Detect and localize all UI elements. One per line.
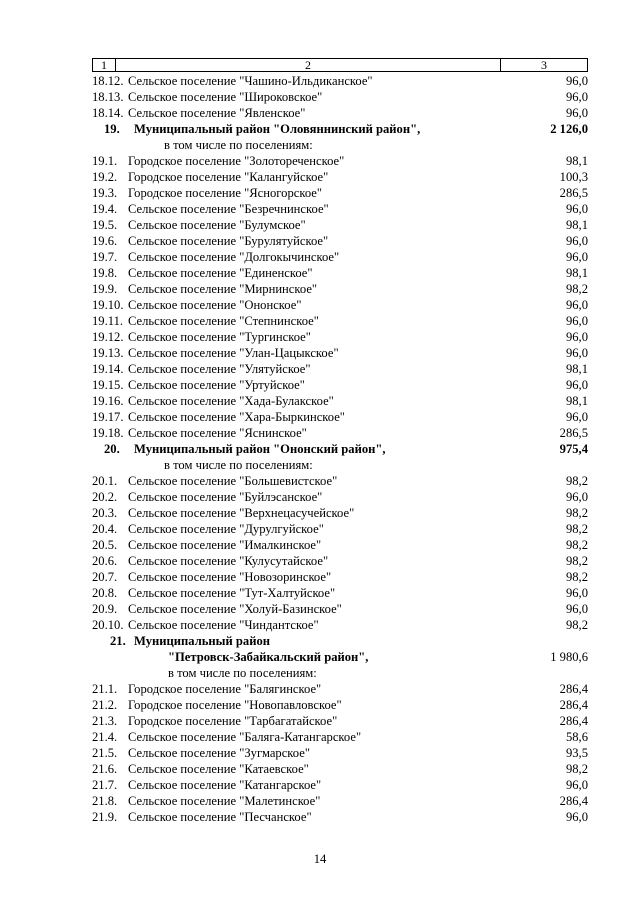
table-row: [92, 553, 588, 569]
row-value: 286,4: [559, 698, 588, 712]
row-number: 19.15.: [92, 378, 124, 392]
row-number: 20.: [104, 442, 120, 456]
row-name: Сельское поселение "Тургинское": [128, 330, 311, 344]
row-value: 975,4: [559, 442, 588, 456]
table-row: [92, 505, 588, 521]
row-name: Муниципальный район "Оловяннинский район",: [134, 122, 421, 136]
table-row: [92, 121, 588, 137]
row-number: 21.9.: [92, 810, 118, 824]
row-number: 20.3.: [92, 506, 118, 520]
table-row: [92, 249, 588, 265]
table-row: [92, 537, 588, 553]
table-row: [92, 217, 588, 233]
row-number: 19.7.: [92, 250, 118, 264]
row-name: Сельское поселение "Улятуйское": [128, 362, 311, 376]
row-number: 19.10.: [92, 298, 124, 312]
row-value: 58,6: [565, 730, 588, 744]
row-value: 96,0: [565, 586, 588, 600]
table-row: [92, 89, 588, 105]
table-row: [92, 697, 588, 713]
row-value: 98,1: [565, 362, 588, 376]
row-name: Сельское поселение "Степнинское": [128, 314, 319, 328]
row-name: Сельское поселение "Чиндантское": [128, 618, 319, 632]
row-value: 286,5: [559, 186, 588, 200]
row-name: Сельское поселение "Булумское": [128, 218, 306, 232]
row-name: Сельское поселение "Хара-Быркинское": [128, 410, 345, 424]
table-row: [92, 713, 588, 729]
table-header: [92, 58, 588, 72]
row-value: 96,0: [565, 346, 588, 360]
table-row: [92, 809, 588, 825]
row-value: 96,0: [565, 74, 588, 88]
table-row: [92, 473, 588, 489]
row-value: 286,5: [559, 426, 588, 440]
row-value: 96,0: [565, 378, 588, 392]
row-value: 96,0: [565, 490, 588, 504]
row-number: 20.1.: [92, 474, 118, 488]
row-value: 1 980,6: [550, 650, 588, 664]
table-row: [92, 329, 588, 345]
row-value: 96,0: [565, 314, 588, 328]
row-number: 21.5.: [92, 746, 118, 760]
row-value: 98,2: [565, 522, 588, 536]
row-name: Сельское поселение "Зугмарское": [128, 746, 310, 760]
row-number: 19.16.: [92, 394, 124, 408]
row-number: 21.7.: [92, 778, 118, 792]
header-col-2: 2: [116, 59, 501, 71]
row-value: 96,0: [565, 234, 588, 248]
row-value: 286,4: [559, 794, 588, 808]
row-name: Сельское поселение "Дурулгуйское": [128, 522, 324, 536]
row-name: Сельское поселение "Мирнинское": [128, 282, 318, 296]
table-row: [92, 281, 588, 297]
table-row: [92, 185, 588, 201]
table-row: [92, 73, 588, 89]
row-value: 98,2: [565, 282, 588, 296]
row-number: 19.1.: [92, 154, 118, 168]
row-number: 19.14.: [92, 362, 124, 376]
row-name: Сельское поселение "Новозоринское": [128, 570, 332, 584]
row-number: 19.8.: [92, 266, 118, 280]
row-number: 20.8.: [92, 586, 118, 600]
row-name: Сельское поселение "Чашино-Ильдиканское": [128, 74, 373, 88]
table-row: [92, 649, 588, 665]
row-name: Сельское поселение "Единенское": [128, 266, 313, 280]
table-row: [92, 457, 588, 473]
row-value: 96,0: [565, 602, 588, 616]
row-number: 21.2.: [92, 698, 118, 712]
row-value: 98,2: [565, 554, 588, 568]
row-name: Сельское поселение "Ононское": [128, 298, 302, 312]
row-number: 19.5.: [92, 218, 118, 232]
row-name: Сельское поселение "Улан-Цацыкское": [128, 346, 339, 360]
row-number: 20.5.: [92, 538, 118, 552]
row-value: 96,0: [565, 330, 588, 344]
table-row: [92, 377, 588, 393]
table-row: [92, 105, 588, 121]
table-row: [92, 361, 588, 377]
row-number: 21.8.: [92, 794, 118, 808]
row-value: 93,5: [565, 746, 588, 760]
row-number: 19.: [104, 122, 120, 136]
header-col-1: 1: [93, 59, 116, 71]
row-value: 98,1: [565, 266, 588, 280]
row-name: Муниципальный район "Ононский район",: [134, 442, 386, 456]
row-name: Сельское поселение "Холуй-Базинское": [128, 602, 342, 616]
row-number: 20.7.: [92, 570, 118, 584]
table-row: [92, 793, 588, 809]
row-value: 96,0: [565, 250, 588, 264]
table-row: [92, 729, 588, 745]
table-row: [92, 137, 588, 153]
page-number: 14: [313, 852, 327, 866]
row-value: 286,4: [559, 714, 588, 728]
row-number: 20.10.: [92, 618, 124, 632]
table-row: [92, 745, 588, 761]
row-name: Городское поселение "Новопавловское": [128, 698, 342, 712]
row-number: 21.3.: [92, 714, 118, 728]
row-number: 20.4.: [92, 522, 118, 536]
table-row: [92, 761, 588, 777]
table-row: [92, 569, 588, 585]
row-name: Сельское поселение "Уртуйское": [128, 378, 305, 392]
row-value: 98,2: [565, 538, 588, 552]
row-name: Сельское поселение "Бурулятуйское": [128, 234, 329, 248]
table-row: [92, 169, 588, 185]
row-value: 96,0: [565, 202, 588, 216]
table-body: [92, 73, 588, 825]
table-row: [92, 233, 588, 249]
row-name: Сельское поселение "Малетинское": [128, 794, 321, 808]
row-number: 19.12.: [92, 330, 124, 344]
table-row: [92, 585, 588, 601]
table-row: [92, 409, 588, 425]
row-number: 19.9.: [92, 282, 118, 296]
row-name: Сельское поселение "Ималкинское": [128, 538, 322, 552]
row-number: 19.13.: [92, 346, 124, 360]
row-number: 21.4.: [92, 730, 118, 744]
row-value: 98,2: [565, 618, 588, 632]
table-row: [92, 601, 588, 617]
row-value: 96,0: [565, 410, 588, 424]
row-value: 98,2: [565, 570, 588, 584]
table-row: [92, 665, 588, 681]
row-name: Сельское поселение "Широковское": [128, 90, 323, 104]
table-row: [92, 297, 588, 313]
table-row: [92, 345, 588, 361]
row-name: Сельское поселение "Яснинское": [128, 426, 307, 440]
row-name: Сельское поселение "Катаевское": [128, 762, 309, 776]
table-row: [92, 425, 588, 441]
row-name: в том числе по поселениям:: [164, 458, 313, 472]
table-row: [92, 489, 588, 505]
row-name: Городское поселение "Балягинское": [128, 682, 322, 696]
row-name: Сельское поселение "Большевистское": [128, 474, 338, 488]
table-row: [92, 265, 588, 281]
row-name: Городское поселение "Ясногорское": [128, 186, 323, 200]
row-name: Сельское поселение "Баляга-Катангарское": [128, 730, 362, 744]
table-row: [92, 313, 588, 329]
row-number: 21.6.: [92, 762, 118, 776]
row-name: Сельское поселение "Буйлэсанское": [128, 490, 323, 504]
row-name: "Петровск-Забайкальский район",: [168, 650, 369, 664]
table-row: [92, 393, 588, 409]
row-number: 19.18.: [92, 426, 124, 440]
row-name: Сельское поселение "Песчанское": [128, 810, 312, 824]
row-name: Городское поселение "Золотореченское": [128, 154, 345, 168]
row-name: Городское поселение "Тарбагатайское": [128, 714, 338, 728]
row-number: 21.: [110, 634, 126, 648]
table-row: [92, 681, 588, 697]
row-name: Сельское поселение "Тут-Халтуйское": [128, 586, 336, 600]
row-value: 98,2: [565, 506, 588, 520]
row-value: 98,1: [565, 218, 588, 232]
row-value: 286,4: [559, 682, 588, 696]
row-value: 96,0: [565, 90, 588, 104]
row-number: 18.13.: [92, 90, 124, 104]
budget-table: [92, 58, 588, 825]
row-value: 96,0: [565, 778, 588, 792]
row-name: Муниципальный район: [134, 634, 271, 648]
row-number: 20.2.: [92, 490, 118, 504]
row-name: Сельское поселение "Хада-Булакское": [128, 394, 334, 408]
row-name: Сельское поселение "Долгокычинское": [128, 250, 340, 264]
row-name: Городское поселение "Калангуйское": [128, 170, 329, 184]
table-row: [92, 521, 588, 537]
row-name: в том числе по поселениям:: [164, 138, 313, 152]
row-value: 96,0: [565, 106, 588, 120]
row-number: 19.17.: [92, 410, 124, 424]
row-name: Сельское поселение "Безречнинское": [128, 202, 329, 216]
table-row: [92, 633, 588, 649]
row-value: 98,2: [565, 474, 588, 488]
row-number: 19.2.: [92, 170, 118, 184]
row-value: 2 126,0: [550, 122, 588, 136]
table-row: [92, 201, 588, 217]
row-number: 19.11.: [92, 314, 124, 328]
row-name: в том числе по поселениям:: [168, 666, 317, 680]
row-name: Сельское поселение "Катангарское": [128, 778, 322, 792]
table-row: [92, 441, 588, 457]
row-name: Сельское поселение "Явленское": [128, 106, 306, 120]
row-number: 19.6.: [92, 234, 118, 248]
row-number: 18.14.: [92, 106, 124, 120]
table-row: [92, 777, 588, 793]
row-number: 18.12.: [92, 74, 124, 88]
header-col-3: 3: [541, 58, 547, 72]
row-value: 100,3: [559, 170, 588, 184]
row-number: 19.4.: [92, 202, 118, 216]
row-value: 98,2: [565, 762, 588, 776]
row-number: 20.6.: [92, 554, 118, 568]
row-value: 96,0: [565, 298, 588, 312]
table-row: [92, 617, 588, 633]
row-value: 98,1: [565, 154, 588, 168]
table-row: [92, 153, 588, 169]
row-number: 19.3.: [92, 186, 118, 200]
row-number: 20.9.: [92, 602, 118, 616]
row-name: Сельское поселение "Верхнецасучейское": [128, 506, 355, 520]
row-value: 98,1: [565, 394, 588, 408]
row-name: Сельское поселение "Кулусутайское": [128, 554, 329, 568]
row-value: 96,0: [565, 810, 588, 824]
row-number: 21.1.: [92, 682, 118, 696]
